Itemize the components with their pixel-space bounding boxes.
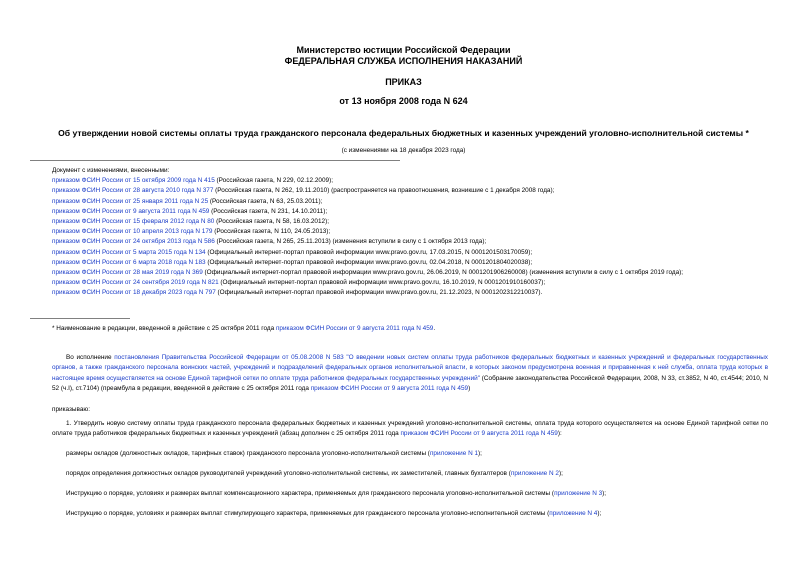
changes-intro: Документ с изменениями, внесенными:	[52, 167, 170, 174]
divider	[30, 160, 400, 161]
change-item	[52, 176, 683, 186]
footnote-end: .	[433, 325, 436, 332]
appendix-item-text: Инструкцию о порядке, условиях и размерах выплат компенсационного характера, применяемых для гражданского персонала уголовно-исполнительной системы (	[66, 490, 555, 497]
appendix-item-text: размеры окладов (должностных окладов, тарифных ставок) гражданского персонала уголовно-исполнительной системы (	[66, 450, 430, 457]
change-text: (Российская газета, N 262, 19.11.2010) (распространяется на правоотношения, возникшие с 1 декабря 2008 года);	[213, 187, 555, 195]
preamble-end: )	[468, 384, 471, 392]
document-type: ПРИКАЗ	[385, 77, 422, 87]
change-link[interactable]: приказом ФСИН России от 6 марта 2018 года N 183	[52, 258, 206, 266]
changes-list	[52, 166, 683, 299]
change-item	[52, 186, 683, 196]
government-decree-link[interactable]: постановления Правительства Российской Федерации от 05.08.2008 N 583 "О введении новых систем оплаты труда работников федеральных бюджетных и казенных учреждений и федеральных государственных органов, а также гражданского персонала воинских частей, учреждений и подразделений федеральных органов исполнительной власти, в которых законом предусмотрена военная и приравненная к ней служба, оплата труда которых в настоящее время осуществляется на основе Единой тарифной сетки по оплате труда работников федеральных государственных учреждений"	[52, 354, 768, 382]
change-text: (Официальный интернет-портал правовой информации www.pravo.gov.ru, 02.04.2018, N 0001201804020038);	[205, 258, 533, 266]
appendix-item-text: Инструкцию о порядке, условиях и размерах выплат стимулирующего характера, применяемых для гражданского персонала уголовно-исполнительной системы (	[66, 510, 550, 517]
change-item	[52, 278, 683, 288]
appendix-item-text: порядок определения должностных окладов руководителей учреждений уголовно-исполнительной системы, их заместителей, главных бухгалтеров (	[66, 470, 511, 477]
change-item	[52, 268, 683, 278]
change-item	[52, 248, 683, 258]
change-link[interactable]: приказом ФСИН России от 24 октября 2013 года N 586	[52, 238, 215, 246]
appendix-link[interactable]: приложение N 3	[554, 490, 603, 497]
clause-1-end: ):	[557, 430, 562, 438]
clause-1-text: 1. Утвердить новую систему оплаты труда гражданского персонала федеральных бюджетных и казенных учреждений уголовно-исполнительной системы, оплата труда которого осуществляется на основе Единой тарифной сетки по оплате труда работников федеральных бюджетных и казенных учреждений (абзац дополнен с 25 октября 2011 года	[52, 420, 768, 438]
footnote-text: * Наименование в редакции, введенной в действие с 25 октября 2011 года	[52, 325, 276, 332]
order-link[interactable]: приказом ФСИН России от 9 августа 2011 года N 459	[400, 430, 558, 438]
footnote-divider	[30, 318, 130, 319]
appendix-item	[66, 450, 482, 457]
appendix-item-end: );	[602, 490, 607, 497]
ministry-name: Министерство юстиции Российской Федерации	[296, 45, 511, 55]
appendix-item	[66, 470, 563, 477]
service-name: ФЕДЕРАЛЬНАЯ СЛУЖБА ИСПОЛНЕНИЯ НАКАЗАНИЙ	[284, 56, 523, 66]
change-text: (Российская газета, N 110, 24.05.2013);	[212, 228, 331, 236]
change-link[interactable]: приказом ФСИН России от 25 января 2011 года N 25	[52, 197, 209, 205]
appendix-item-end: );	[478, 450, 482, 457]
change-item	[52, 207, 683, 217]
change-link[interactable]: приказом ФСИН России от 9 августа 2011 года N 459	[52, 207, 210, 215]
change-item	[52, 288, 683, 298]
change-text: (Российская газета, N 265, 25.11.2013) (изменения вступили в силу с 1 октября 2013 года);	[214, 238, 487, 246]
preamble-mid: (Собрание законодательства Российской Федерации, 2008, N 33, ст.3852, N 40, ст.4544; 2010, N 52 (ч.I), ст.7104) (преамбула в редакции, введенной в действие с 25 октября 2011 года	[52, 374, 769, 392]
change-text: (Российская газета, N 229, 02.12.2009);	[214, 177, 333, 185]
change-text: (Официальный интернет-портал правовой информации www.pravo.gov.ru, 16.10.2019, N 0001201910160037);	[218, 279, 546, 287]
appendix-item	[66, 490, 606, 497]
appendix-link[interactable]: приложение N 2	[510, 470, 559, 477]
clause-1-paragraph	[52, 419, 768, 440]
change-text: (Российская газета, N 58, 16.03.2012);	[214, 218, 329, 226]
appendix-link[interactable]: приложение N 1	[429, 450, 479, 457]
change-item	[52, 258, 683, 268]
appendix-item	[66, 510, 601, 517]
change-item	[52, 237, 683, 247]
change-link[interactable]: приказом ФСИН России от 28 августа 2010 года N 377	[52, 187, 214, 195]
document-date: от 13 ноября 2008 года N 624	[339, 96, 468, 106]
change-item	[52, 197, 683, 207]
appendix-item-end: );	[558, 470, 563, 477]
change-item	[52, 227, 683, 237]
change-link[interactable]: приказом ФСИН России от 18 декабря 2023 года N 797	[52, 289, 216, 297]
order-word: приказываю:	[52, 406, 90, 413]
change-link[interactable]: приказом ФСИН России от 24 сентября 2019 года N 821	[52, 279, 219, 287]
footnote	[52, 325, 435, 332]
change-link[interactable]: приказом ФСИН России от 5 марта 2015 года N 134	[52, 248, 206, 256]
change-link[interactable]: приказом ФСИН России от 28 мая 2019 года N 369	[52, 269, 203, 277]
document-title: Об утверждении новой системы оплаты труда гражданского персонала федеральных бюджетных и казенных учреждений уголовно-исполнительной системы *	[58, 128, 749, 138]
change-text: (Официальный интернет-портал правовой информации www.pravo.gov.ru, 17.03.2015, N 0001201503170059);	[205, 248, 533, 256]
change-text: (Российская газета, N 63, 25.03.2011);	[208, 197, 323, 205]
change-text: (Российская газета, N 231, 14.10.2011);	[209, 207, 328, 215]
change-link[interactable]: приказом ФСИН России от 15 февраля 2012 года N 80	[52, 218, 215, 226]
appendix-link[interactable]: приложение N 4	[549, 510, 598, 517]
order-link[interactable]: приказом ФСИН России от 9 августа 2011 года N 459	[310, 384, 469, 392]
change-text: (Официальный интернет-портал правовой информации www.pravo.gov.ru, 26.06.2019, N 0001201906260008) (изменения вступили в силу с 1 октября 2019 года);	[202, 269, 684, 277]
change-text: (Официальный интернет-портал правовой информации www.pravo.gov.ru, 21.12.2023, N 0001202312210037).	[215, 289, 543, 297]
change-item	[52, 217, 683, 227]
preamble-paragraph	[52, 353, 768, 394]
document-revision: (с изменениями на 18 декабря 2023 года)	[341, 147, 466, 154]
appendix-item-end: );	[597, 510, 602, 517]
preamble-pre: Во исполнение	[66, 354, 115, 361]
footnote-link[interactable]: приказом ФСИН России от 9 августа 2011 года N 459	[275, 325, 434, 332]
change-link[interactable]: приказом ФСИН России от 15 октября 2009 года N 415	[52, 177, 215, 185]
change-link[interactable]: приказом ФСИН России от 10 апреля 2013 года N 179	[52, 228, 213, 236]
